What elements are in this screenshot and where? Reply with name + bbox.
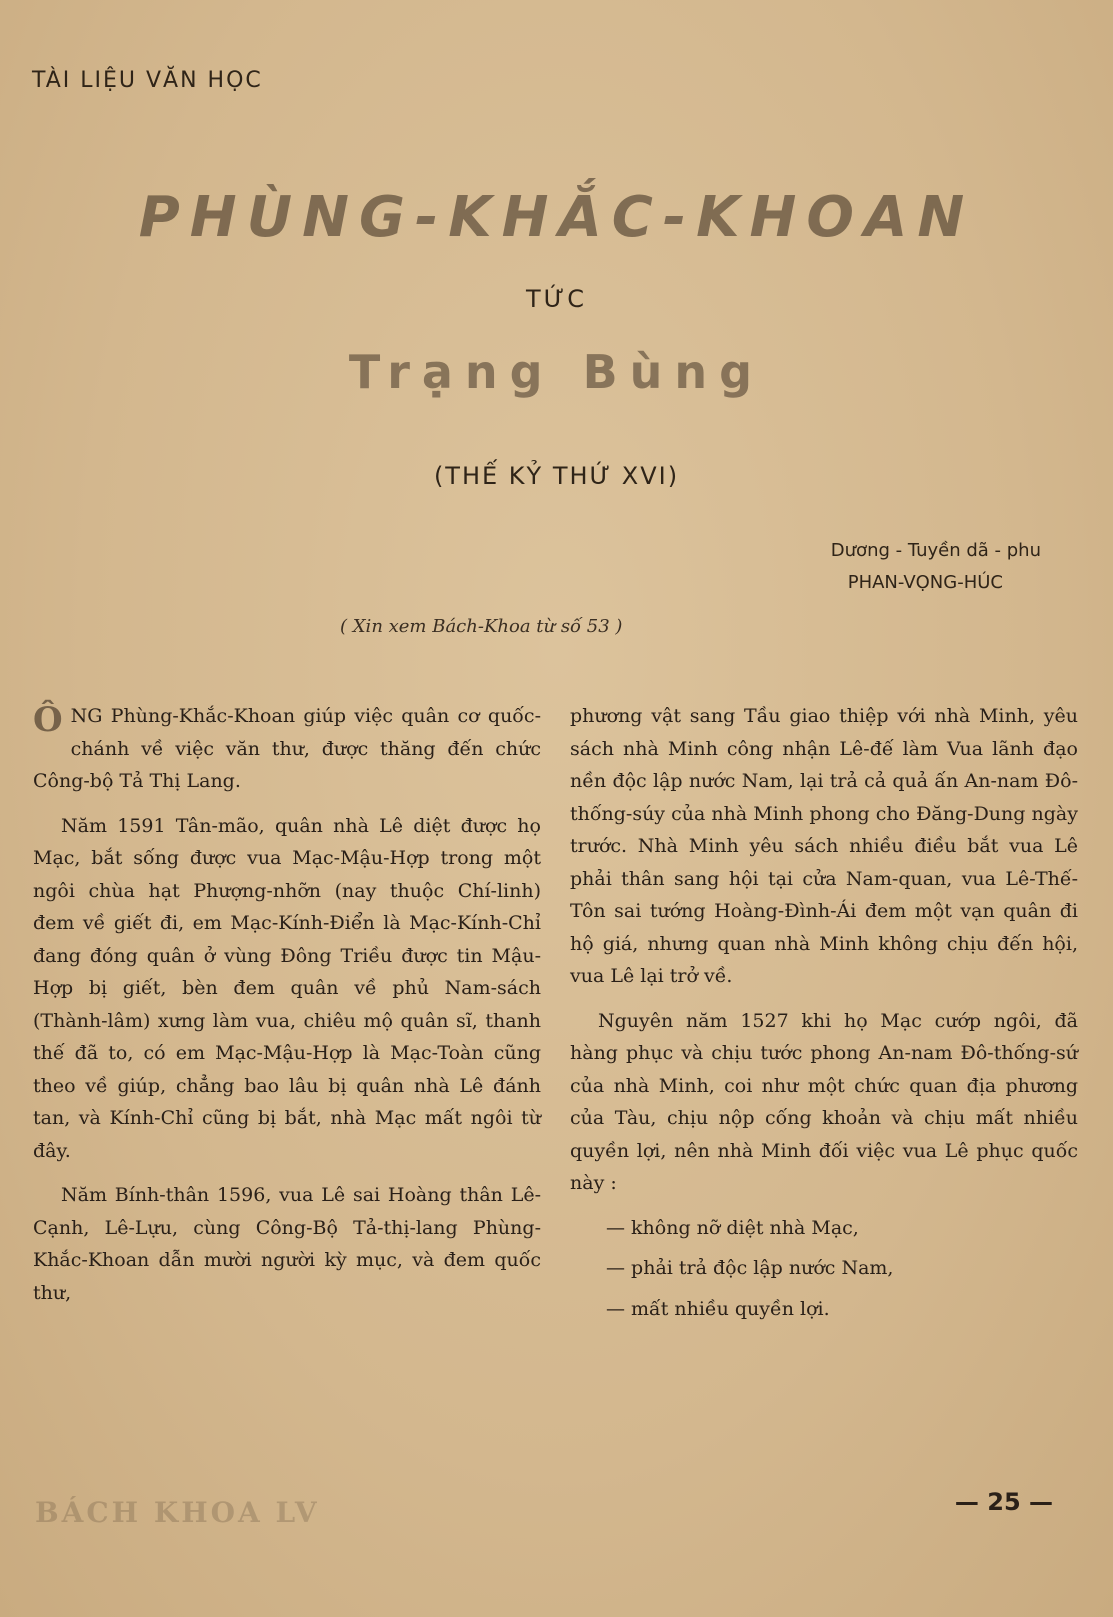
page-number: — 25 — [954,1488,1053,1516]
article-title: PHÙNG-KHẮC-KHOAN [138,185,975,250]
section-label: TÀI LIỆU VĂN HỌC [32,68,263,93]
paragraph: phương vật sang Tầu giao thiệp với nhà Minh, yêu sách nhà Minh công nhận Lê-đế làm Vua lãnh đạo nền độc lập nước Nam, lại trả cả quả ấn An-nam Đô-thống-súy của nhà Minh phong cho Đăng-Dung ngày trước. Nhà Minh yêu sách nhiều điều bắt vua Lê phải thân sang hội tại cửa Nam-quan, vua Lê-Thế-Tôn sai tướng Hoàng-Đình-Ái đem một vạn quân đi hộ giá, nhưng quan nhà Minh không chịu đến hội, vua Lê lại trở về. [570,705,1078,987]
paragraph-text: NG Phùng-Khắc-Khoan giúp việc quân cơ quốc-chánh về việc văn thư, được thăng đến chức Công-bộ Tả Thị Lang. [33,705,541,792]
author-name: PHAN-VỌNG-HÚC [847,572,1003,593]
paragraph: Năm Bính-thân 1596, vua Lê sai Hoàng thân Lê-Cạnh, Lê-Lựu, cùng Công-Bộ Tả-thị-lang Phùng-Khắc-Khoan dẫn mười người kỳ mục, và đem quốc thư, [33,1184,541,1304]
list-item: — mất nhiều quyền lợi. [606,1297,830,1320]
title-century: (THẾ KỶ THỨ XVI) [433,462,680,490]
reference-note: ( Xin xem Bách-Khoa từ số 53 ) [340,616,623,637]
left-column [33,700,541,1321]
title-connector: TỨC [525,285,587,313]
paragraph [33,700,541,798]
paragraph: Nguyên năm 1527 khi họ Mạc cướp ngôi, đã hàng phục và chịu tước phong An-nam Đô-thống-sứ của nhà Minh, coi như một chức quan địa phương của Tàu, chịu nộp cống khoản và chịu mất nhiều quyền lợi, nên nhà Minh đối việc vua Lê phục quốc này : [570,1009,1078,1194]
list-item: — không nỡ diệt nhà Mạc, [606,1216,859,1239]
drop-cap: Ô [33,700,63,740]
list-item: — phải trả độc lập nước Nam, [606,1257,894,1279]
author-pen-name: Dương - Tuyền dã - phu [830,540,1041,561]
article-alias-title: Trạng Bùng [348,345,765,399]
right-column [570,700,1078,1333]
magazine-footer: BÁCH KHOA LV [35,1496,320,1529]
consequence-list [570,1212,1078,1326]
paragraph: Năm 1591 Tân-mão, quân nhà Lê diệt được họ Mạc, bắt sống được vua Mạc-Mậu-Hợp trong một ngôi chùa hạt Phượng-nhỡn (nay thuộc Chí-linh) đem về giết đi, em Mạc-Kính-Điển là Mạc-Kính-Chỉ đang đóng quân ở vùng Đông Triều được tin Mậu-Hợp bị giết, bèn đem quân về phủ Nam-sách (Thành-lâm) xưng làm vua, chiêu mộ quân sĩ, thanh thế đã to, có em Mạc-Mậu-Hợp là Mạc-Toàn cũng theo về giúp, chẳng bao lâu bị quân nhà Lê đánh tan, và Kính-Chỉ cũng bị bắt, nhà Mạc mất ngôi từ đây. [33,814,541,1162]
